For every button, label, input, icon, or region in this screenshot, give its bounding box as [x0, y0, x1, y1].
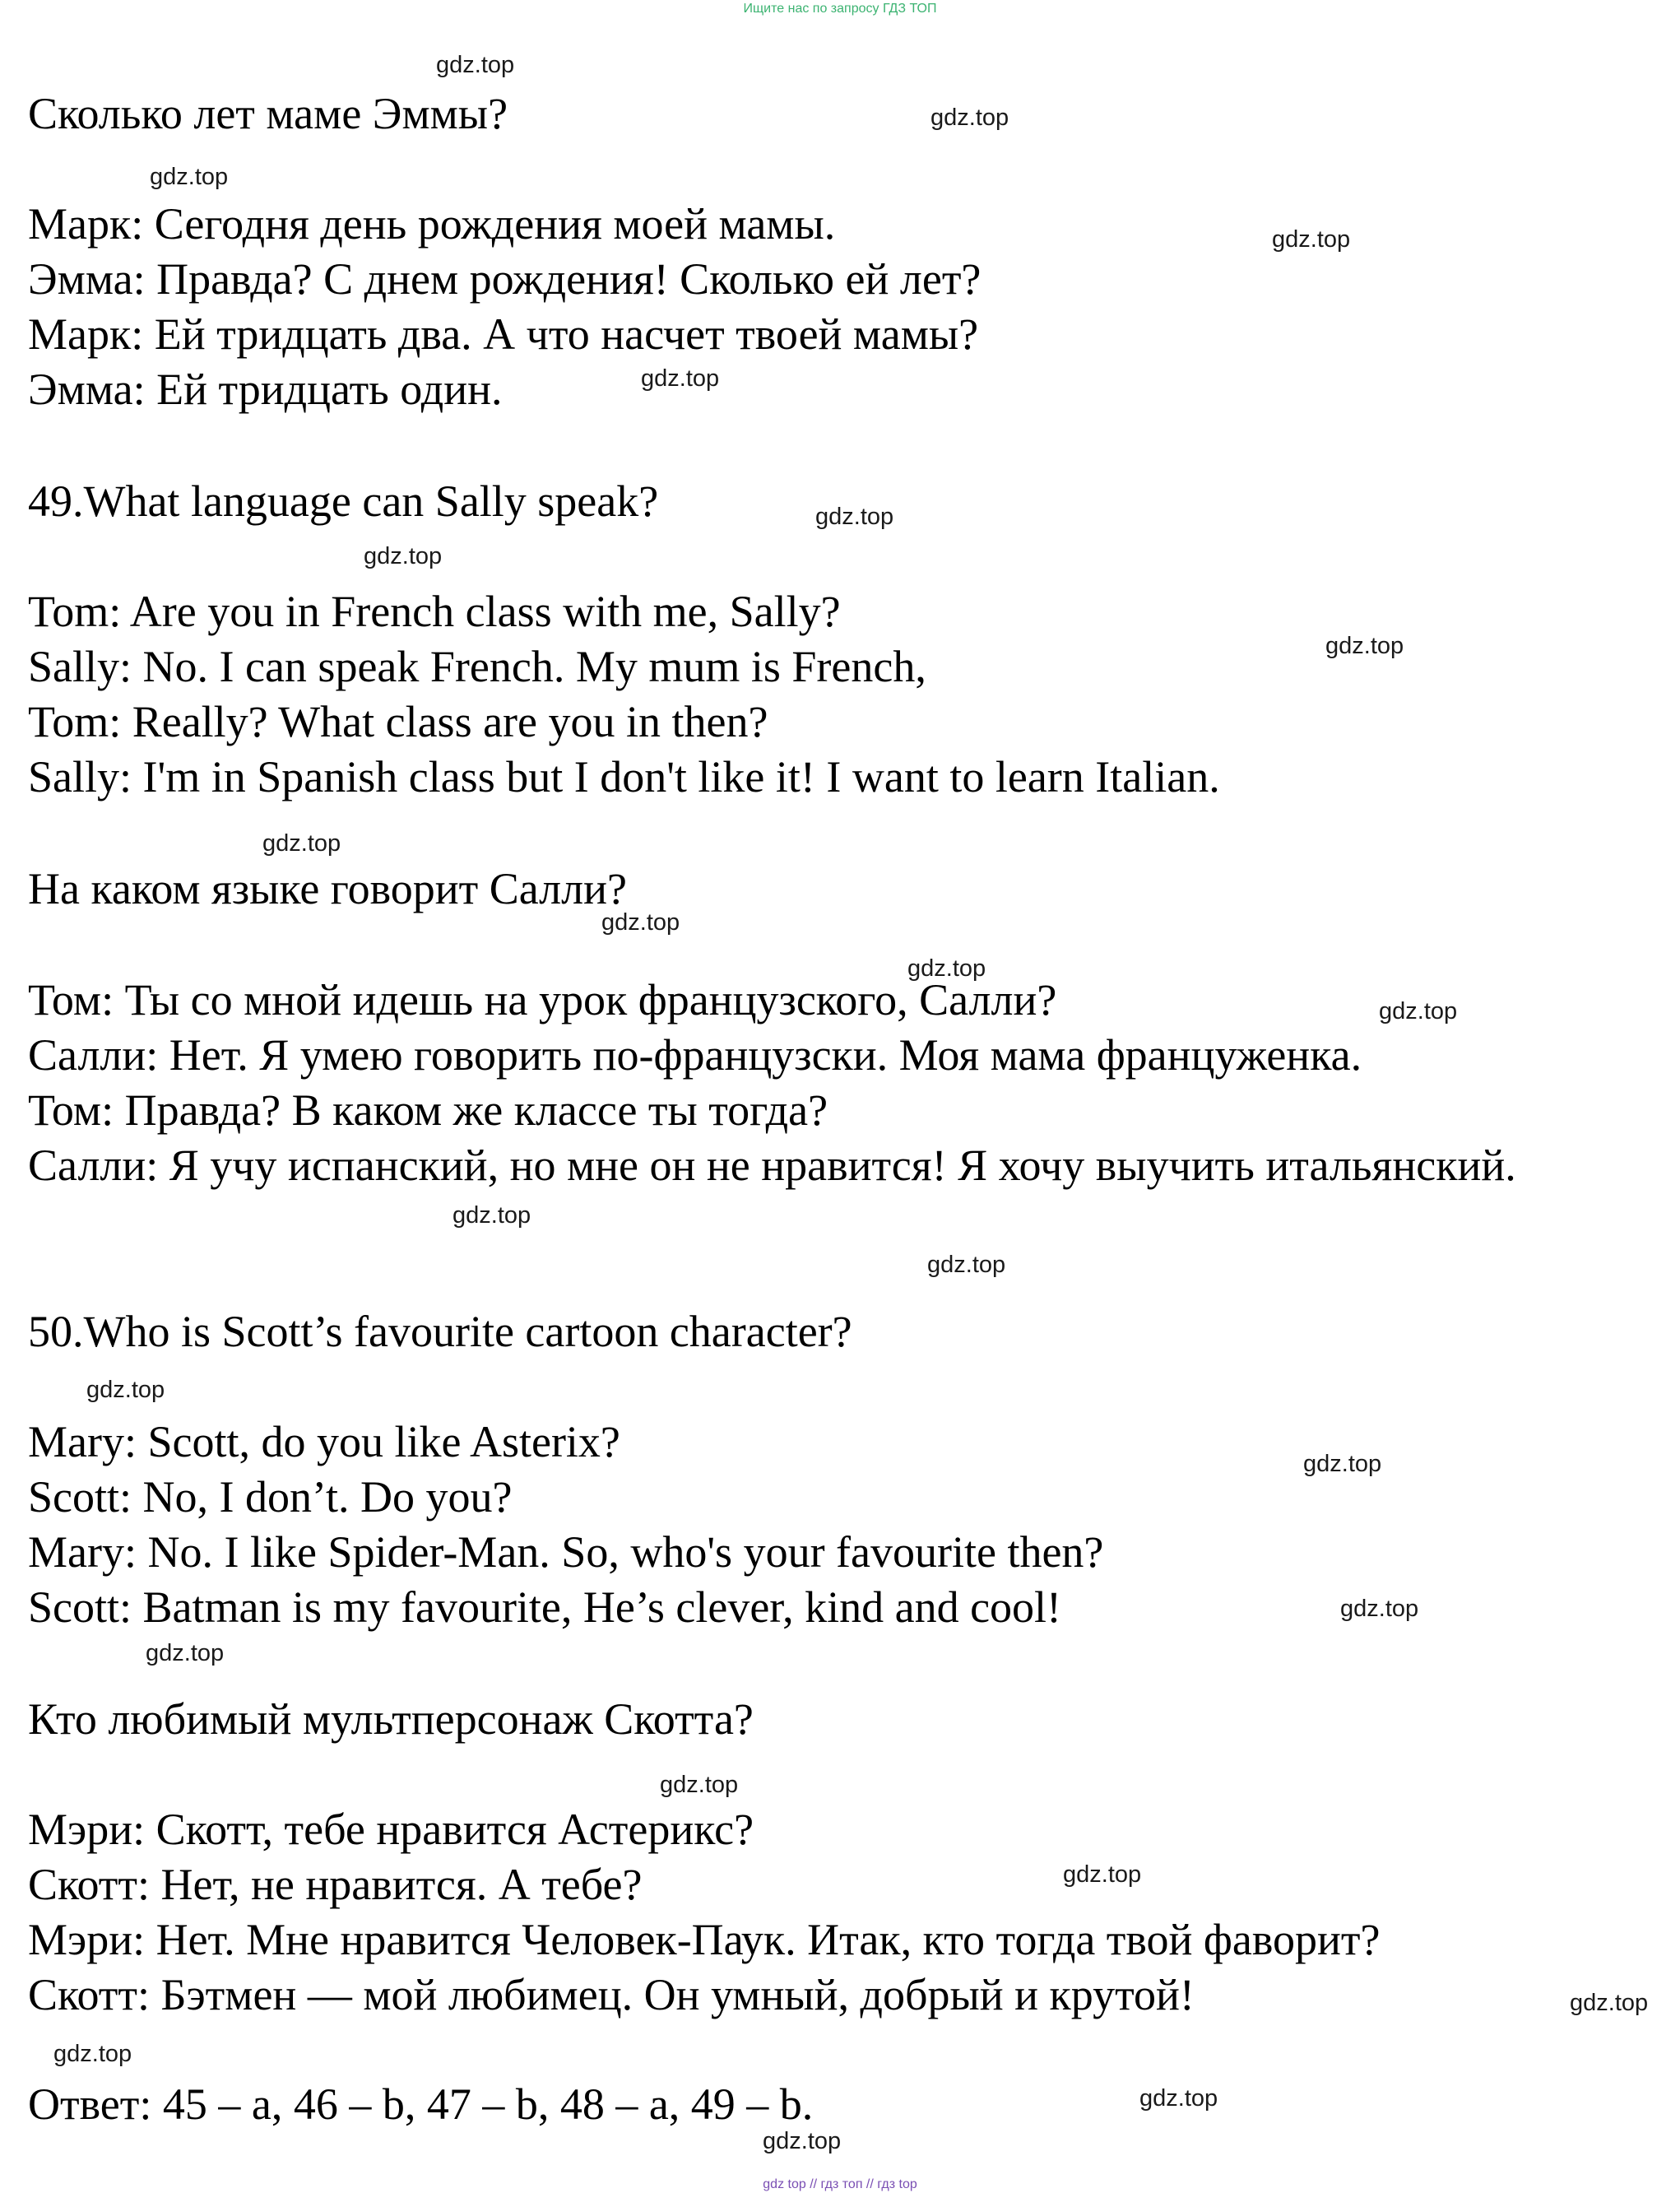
watermark: gdz.top	[86, 1377, 165, 1403]
dialogue-line: Марк: Сегодня день рождения моей мамы.	[28, 199, 836, 249]
watermark: gdz.top	[262, 830, 341, 857]
dialogue-line: Эмма: Ей тридцать один.	[28, 365, 503, 414]
dialogue-line: Том: Ты со мной идешь на урок французского, Салли?	[28, 975, 1057, 1024]
answer-line: Ответ: 45 – a, 46 – b, 47 – b, 48 – a, 49 – b.	[28, 2079, 814, 2129]
dialogue-line: Марк: Ей тридцать два. А что насчет твоей мамы?	[28, 309, 979, 359]
watermark: gdz.top	[927, 1252, 1006, 1278]
watermark: gdz.top	[1570, 1990, 1649, 2016]
watermark: gdz.top	[436, 52, 515, 78]
dialogue-line: Sally: I'm in Spanish class but I don't like it! I want to learn Italian.	[28, 752, 1220, 801]
watermark: gdz.top	[660, 1772, 739, 1798]
watermark: gdz.top	[641, 365, 720, 392]
watermark: gdz.top	[150, 164, 229, 190]
watermark: gdz.top	[1340, 1596, 1419, 1622]
question-title: На каком языке говорит Салли?	[28, 864, 627, 913]
question-title: 50.Who is Scott’s favourite cartoon character?	[28, 1307, 852, 1356]
watermark: gdz.top	[146, 1640, 225, 1666]
watermark: gdz.top	[364, 543, 443, 569]
watermark: gdz.top	[601, 909, 680, 936]
question-title: Сколько лет маме Эммы?	[28, 89, 508, 138]
watermark: gdz.top	[815, 504, 894, 530]
watermark: gdz.top	[53, 2041, 132, 2067]
footer-banner: gdz top // гдз топ // гдз top	[763, 2177, 917, 2191]
watermark: gdz.top	[1325, 633, 1404, 659]
dialogue-line: Том: Правда? В каком же классе ты тогда?	[28, 1085, 828, 1135]
dialogue-line: Салли: Я учу испанский, но мне он не нравится! Я хочу выучить итальянский.	[28, 1141, 1516, 1190]
watermark: gdz.top	[930, 105, 1009, 131]
watermark: gdz.top	[452, 1202, 531, 1229]
dialogue-line: Scott: No, I don’t. Do you?	[28, 1472, 513, 1522]
header-banner: Ищите нас по запросу ГДЗ ТОП	[743, 2, 937, 16]
watermark: gdz.top	[1272, 226, 1351, 253]
dialogue-line: Mary: Scott, do you like Asterix?	[28, 1417, 620, 1466]
dialogue-line: Scott: Batman is my favourite, He’s clever, kind and cool!	[28, 1582, 1062, 1632]
dialogue-line: Салли: Нет. Я умею говорить по-французски. Моя мама француженка.	[28, 1030, 1362, 1080]
dialogue-line: Скотт: Бэтмен — мой любимец. Он умный, добрый и крутой!	[28, 1970, 1195, 2019]
dialogue-line: Скотт: Нет, не нравится. А тебе?	[28, 1860, 643, 1909]
dialogue-line: Мэри: Скотт, тебе нравится Астерикс?	[28, 1805, 754, 1854]
watermark: gdz.top	[1303, 1451, 1382, 1477]
watermark: gdz.top	[1063, 1861, 1142, 1888]
dialogue-line: Мэри: Нет. Мне нравится Человек-Паук. Итак, кто тогда твой фаворит?	[28, 1915, 1381, 1964]
dialogue-line: Mary: No. I like Spider-Man. So, who's your favourite then?	[28, 1527, 1104, 1577]
dialogue-line: Эмма: Правда? С днем рождения! Сколько ей лет?	[28, 254, 982, 304]
watermark: gdz.top	[763, 2128, 842, 2154]
watermark: gdz.top	[1379, 998, 1458, 1024]
dialogue-line: Tom: Really? What class are you in then?	[28, 697, 768, 746]
question-title: Кто любимый мультперсонаж Скотта?	[28, 1694, 754, 1744]
watermark: gdz.top	[1139, 2085, 1218, 2112]
watermark: gdz.top	[907, 955, 986, 982]
question-title: 49.What language can Sally speak?	[28, 476, 659, 526]
dialogue-line: Tom: Are you in French class with me, Sally?	[28, 587, 841, 636]
dialogue-line: Sally: No. I can speak French. My mum is French,	[28, 642, 926, 691]
